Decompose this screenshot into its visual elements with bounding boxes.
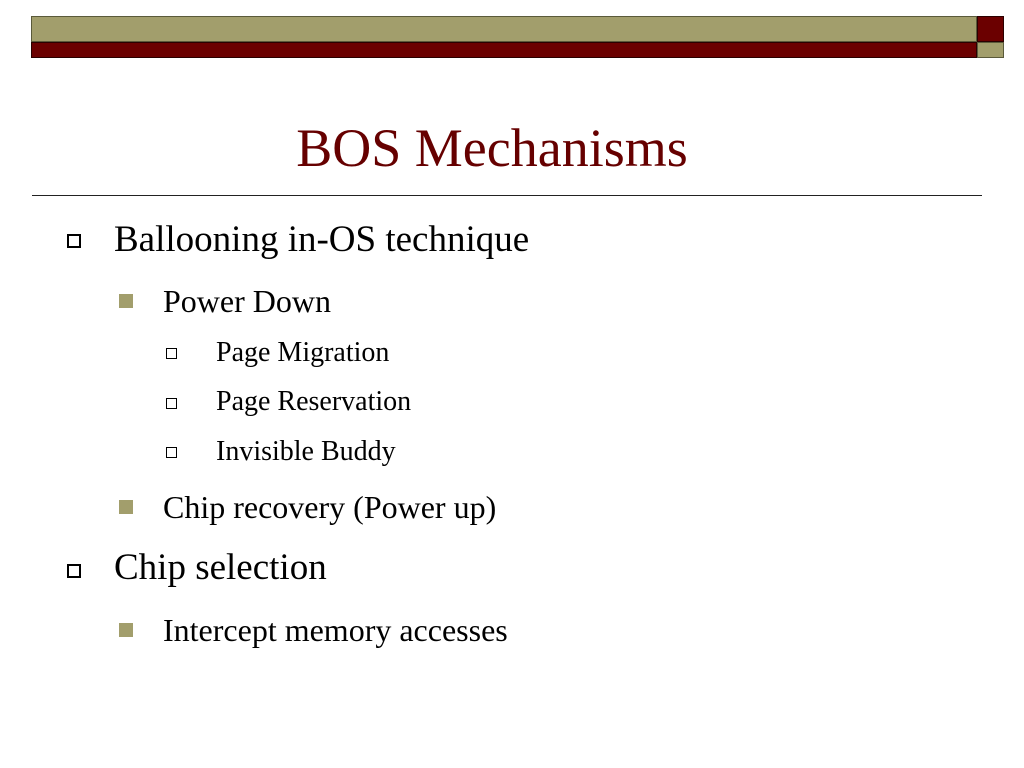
header-bar-maroon	[31, 42, 977, 58]
header-square-maroon	[977, 16, 1004, 42]
bullet-chip-recovery: Chip recovery (Power up)	[163, 489, 497, 525]
solid-square-bullet-icon	[119, 294, 133, 308]
hollow-square-bullet-icon	[166, 348, 177, 359]
solid-square-bullet-icon	[119, 500, 133, 514]
bullet-intercept-memory: Intercept memory accesses	[163, 612, 508, 648]
hollow-square-bullet-icon	[166, 447, 177, 458]
header-square-olive	[977, 42, 1004, 58]
bullet-page-migration: Page Migration	[216, 337, 390, 368]
bullet-page-reservation: Page Reservation	[216, 386, 412, 417]
bullet-invisible-buddy: Invisible Buddy	[216, 436, 396, 467]
title-divider	[32, 195, 982, 196]
bullet-chip-selection: Chip selection	[114, 547, 327, 588]
header-bar-olive	[31, 16, 977, 42]
bullet-power-down: Power Down	[163, 283, 331, 319]
hollow-square-bullet-icon	[166, 398, 177, 409]
hollow-square-bullet-icon	[67, 564, 81, 578]
slide-title: BOS Mechanisms	[296, 118, 688, 178]
bullet-ballooning: Ballooning in-OS technique	[114, 219, 530, 260]
hollow-square-bullet-icon	[67, 234, 81, 248]
solid-square-bullet-icon	[119, 623, 133, 637]
